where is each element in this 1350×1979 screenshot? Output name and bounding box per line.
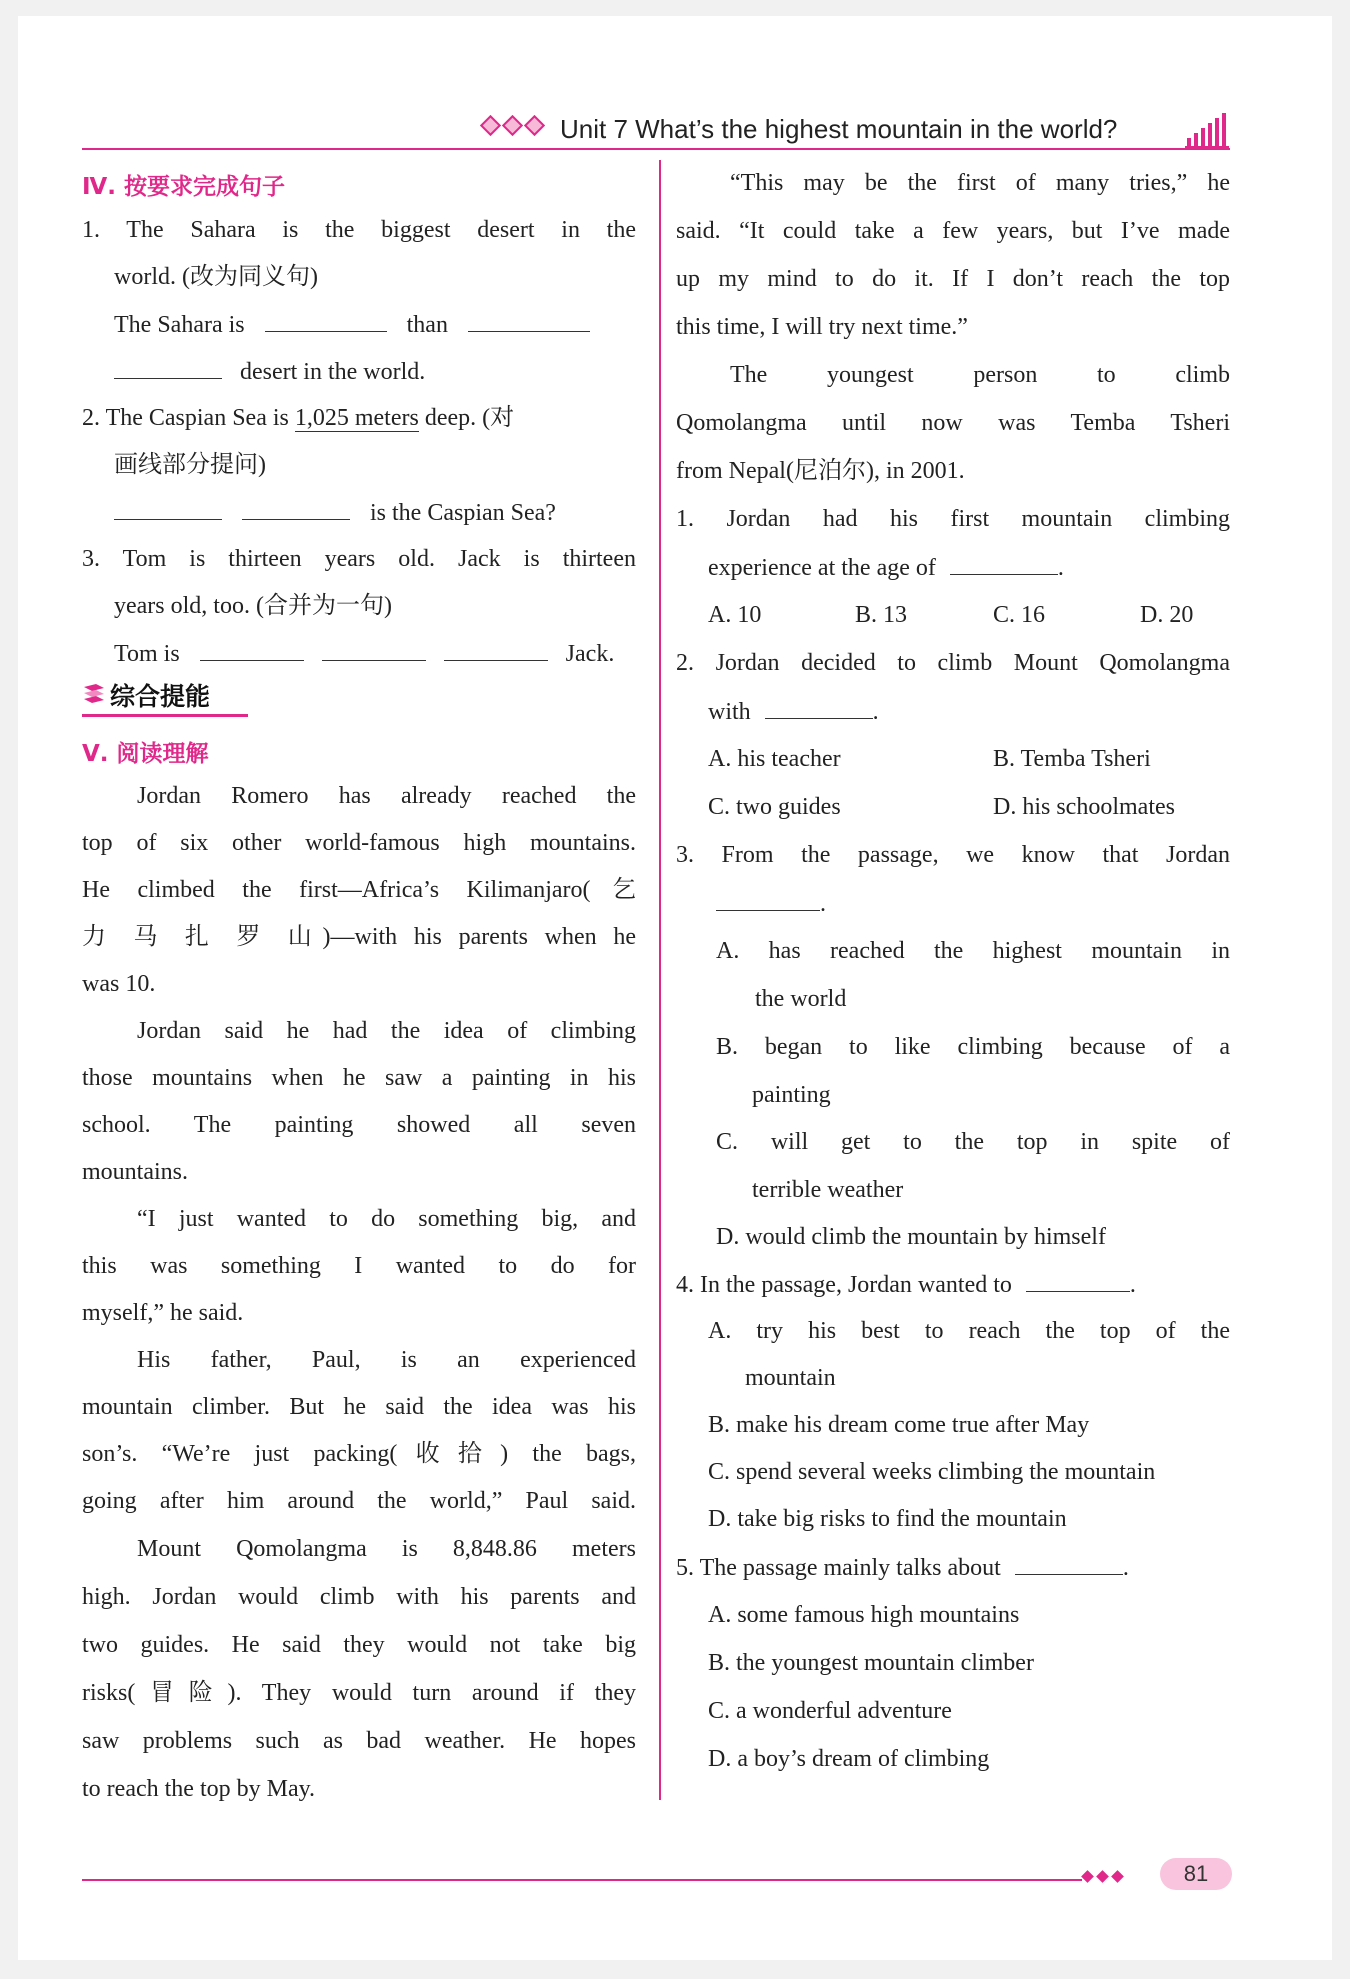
answer-blank[interactable] [1015, 1552, 1123, 1575]
answer-blank[interactable] [265, 309, 387, 332]
answer-blank[interactable] [468, 309, 590, 332]
s4-q2-ans-text: is the Caspian Sea? [370, 500, 556, 526]
q3-stem-line1: 3. From the passage, we know that Jordan [676, 842, 1230, 868]
q1-stem-line1: 1. Jordan had his first mountain climbing [676, 506, 1230, 532]
q3-option-c-line1[interactable]: C. will get to the top in spite of [716, 1129, 1230, 1155]
passage-line: 力 马 扎 罗 山)—with his parents when he [82, 924, 636, 950]
q1-stem-line2: experience at the age of . [708, 552, 1064, 583]
passage-line: The youngest person to climb [730, 362, 1230, 388]
s4-q1-answer-line2 [114, 356, 425, 387]
s4-q1-ans-text-c: desert in the world. [240, 359, 426, 385]
answer-blank[interactable] [950, 552, 1058, 575]
header-diamonds-icon [483, 118, 549, 138]
passage-line: “This may be the first of many tries,” he [730, 170, 1230, 196]
q2-stem-text: with [708, 699, 751, 725]
s4-q3-ans-text-b: Jack. [565, 641, 615, 667]
q5-stem-text: 5. The passage mainly talks about [676, 1555, 1001, 1581]
q3-option-a-line2: the world [755, 986, 847, 1012]
passage-line: mountains. [82, 1159, 188, 1185]
q2-option-c[interactable]: C. two guides [708, 794, 841, 820]
passage-line: school. The painting showed all seven [82, 1112, 636, 1138]
q4-option-d[interactable]: D. take big risks to find the mountain [708, 1506, 1067, 1532]
q4-option-a-line1[interactable]: A. try his best to reach the top of the [708, 1318, 1230, 1344]
passage-line: Jordan said he had the idea of climbing [137, 1018, 636, 1044]
answer-blank[interactable] [200, 638, 304, 661]
s4-q1-line1: 1. The Sahara is the biggest desert in the [82, 217, 636, 243]
s4-q1-ans-text-b: than [406, 312, 448, 338]
page-number: 81 [1160, 1858, 1232, 1890]
q3-option-d[interactable]: D. would climb the mountain by himself [716, 1224, 1106, 1250]
q5-option-d[interactable]: D. a boy’s dream of climbing [708, 1746, 990, 1772]
q5-option-b[interactable]: B. the youngest mountain climber [708, 1650, 1034, 1676]
q2-stem-line2: with . [708, 696, 879, 727]
passage-line: son’s. “We’re just packing(收拾) the bags, [82, 1441, 636, 1467]
passage-line: Qomolangma until now was Temba Tsheri [676, 410, 1230, 436]
q4-stem-text: 4. In the passage, Jordan wanted to [676, 1272, 1012, 1298]
page-sheet [18, 16, 1332, 1960]
passage-line: mountain climber. But he said the idea was his [82, 1394, 636, 1420]
q2-stem-line1: 2. Jordan decided to climb Mount Qomolangma [676, 650, 1230, 676]
q1-option-d[interactable]: D. 20 [1140, 602, 1194, 628]
answer-blank[interactable] [765, 696, 873, 719]
s4-q1-ans-text-a: The Sahara is [114, 312, 245, 338]
s4-q1-answer-line1 [114, 309, 590, 340]
q5-option-c[interactable]: C. a wonderful adventure [708, 1698, 952, 1724]
q2-option-b[interactable]: B. Temba Tsheri [993, 746, 1151, 772]
passage-line: those mountains when he saw a painting in his [82, 1065, 636, 1091]
passage-line: up my mind to do it. If I don’t reach the top [676, 266, 1230, 292]
column-divider [659, 160, 661, 1800]
answer-blank[interactable] [716, 888, 820, 911]
passage-line: top of six other world-famous high mountains. [82, 830, 636, 856]
q2-option-a[interactable]: A. his teacher [708, 746, 841, 772]
passage-line: two guides. He said they would not take big [82, 1632, 636, 1658]
answer-blank[interactable] [242, 497, 350, 520]
passage-line: saw problems such as bad weather. He hopes [82, 1728, 636, 1754]
s4-q2-text-b: deep. (对 [424, 405, 515, 431]
answer-blank[interactable] [322, 638, 426, 661]
s4-q3-line2: years old, too. (合并为一句) [114, 593, 392, 619]
section-5-heading: Ⅴ. 阅读理解 [82, 741, 209, 767]
answer-blank[interactable] [114, 356, 222, 379]
q4-option-b[interactable]: B. make his dream come true after May [708, 1412, 1090, 1438]
passage-line: from Nepal(尼泊尔), in 2001. [676, 458, 965, 484]
q2-option-d[interactable]: D. his schoolmates [993, 794, 1175, 820]
answer-blank[interactable] [444, 638, 548, 661]
q4-option-c[interactable]: C. spend several weeks climbing the mountain [708, 1459, 1156, 1485]
q1-option-c[interactable]: C. 16 [993, 602, 1046, 628]
s4-q2-line2: 画线部分提问) [114, 452, 266, 478]
s4-q3-answer [114, 638, 614, 669]
q3-option-b-line1[interactable]: B. began to like climbing because of a [716, 1034, 1230, 1060]
q4-option-a-line2: mountain [745, 1365, 836, 1391]
passage-line: risks(冒险). They would turn around if they [82, 1680, 636, 1706]
q5-option-a[interactable]: A. some famous high mountains [708, 1602, 1020, 1628]
passage-line: said. “It could take a few years, but I’ve made [676, 218, 1230, 244]
header-rule [82, 148, 1230, 150]
s4-q2-text-a: 2. The Caspian Sea is [82, 405, 289, 431]
badge-label: 综合提能 [110, 682, 211, 711]
passage-line: to reach the top by May. [82, 1776, 316, 1802]
answer-blank[interactable] [1026, 1269, 1130, 1292]
q1-stem-text: experience at the age of [708, 555, 936, 581]
footer-rule [82, 1879, 1082, 1881]
section-4-heading: Ⅳ. 按要求完成句子 [82, 174, 286, 200]
section-badge [82, 677, 248, 717]
unit-title: Unit 7 What’s the highest mountain in the world? [560, 114, 1118, 144]
q3-option-a-line1[interactable]: A. has reached the highest mountain in [716, 938, 1230, 964]
s4-q2-underlined: 1,025 meters [294, 405, 419, 431]
q5-stem: 5. The passage mainly talks about . [676, 1552, 1129, 1583]
answer-blank[interactable] [114, 497, 222, 520]
s4-q3-ans-text-a: Tom is [114, 641, 180, 667]
q1-option-a[interactable]: A. 10 [708, 602, 762, 628]
s4-q2-answer [114, 497, 556, 528]
passage-line: was 10. [82, 971, 156, 997]
passage-line: going after him around the world,” Paul said. [82, 1488, 636, 1514]
q4-stem: 4. In the passage, Jordan wanted to . [676, 1269, 1136, 1300]
footer-diamonds-icon [1083, 1868, 1128, 1886]
passage-line: high. Jordan would climb with his parents and [82, 1584, 636, 1610]
book-stack-icon [82, 683, 106, 705]
passage-line: “I just wanted to do something big, and [137, 1206, 636, 1232]
q3-option-c-line2: terrible weather [752, 1177, 904, 1203]
passage-line: He climbed the first—Africa’s Kilimanjaro(乞 [82, 877, 636, 903]
q1-option-b[interactable]: B. 13 [855, 602, 908, 628]
bar-graph-icon [1185, 110, 1230, 148]
badge-underline [82, 714, 248, 717]
passage-line: Mount Qomolangma is 8,848.86 meters [137, 1536, 636, 1562]
q3-stem-blank: . [716, 888, 826, 919]
q3-option-b-line2: painting [752, 1082, 831, 1108]
passage-line: myself,” he said. [82, 1300, 244, 1326]
s4-q3-line1: 3. Tom is thirteen years old. Jack is thirteen [82, 546, 636, 572]
s4-q1-line2: world. (改为同义句) [114, 264, 318, 290]
passage-line: this was something I wanted to do for [82, 1253, 636, 1279]
passage-line: Jordan Romero has already reached the [137, 783, 636, 809]
passage-line: His father, Paul, is an experienced [137, 1347, 636, 1373]
passage-line: this time, I will try next time.” [676, 314, 968, 340]
s4-q2-line1 [82, 403, 514, 433]
